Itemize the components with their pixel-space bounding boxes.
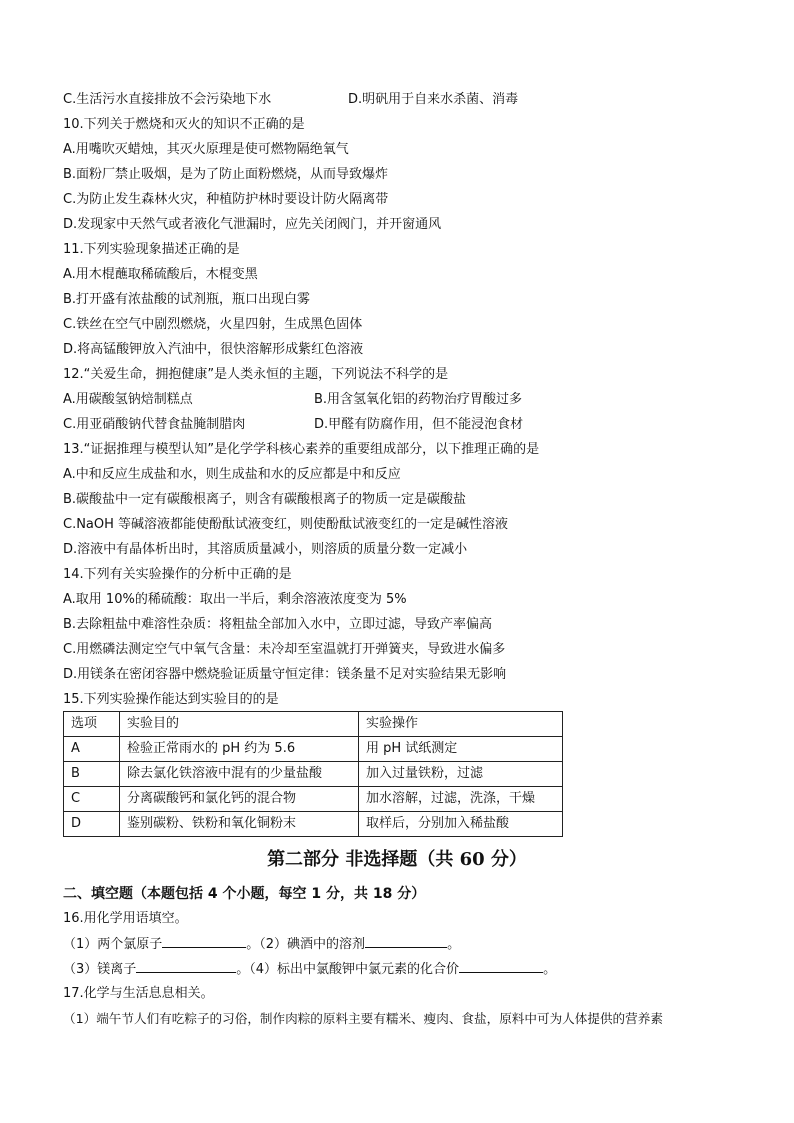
q16-row-2-end: 。 bbox=[543, 962, 557, 977]
answer-blank[interactable] bbox=[365, 933, 447, 948]
q11-stem: 11.下列实验现象描述正确的是 bbox=[63, 242, 240, 257]
table-cell: B bbox=[64, 762, 120, 787]
q13-option-a: A.中和反应生成盐和水，则生成盐和水的反应都是中和反应 bbox=[63, 467, 401, 482]
table-cell: 加入过量铁粉，过滤 bbox=[359, 762, 563, 787]
q14-stem: 14.下列有关实验操作的分析中正确的是 bbox=[63, 567, 292, 582]
table-row bbox=[64, 762, 563, 787]
q12-options-row-2 bbox=[63, 414, 524, 436]
q14-option-d: D.用镁条在密闭容器中燃烧验证质量守恒定律：镁条量不足对实验结果无影响 bbox=[63, 667, 507, 682]
q12-options-row-1 bbox=[63, 389, 523, 411]
table-cell: 鉴别碳粉、铁粉和氧化铜粉末 bbox=[120, 812, 359, 837]
q13-option-c: C.NaOH 等碱溶液都能使酚酞试液变红，则使酚酞试液变红的一定是碱性溶液 bbox=[63, 517, 509, 532]
table-header-cell: 实验操作 bbox=[359, 712, 563, 737]
q11-option-a: A.用木棍蘸取稀硫酸后，木棍变黑 bbox=[63, 267, 258, 282]
answer-blank[interactable] bbox=[136, 958, 236, 973]
q13-option-d: D.溶液中有晶体析出时，其溶质质量减小，则溶质的质量分数一定减小 bbox=[63, 542, 468, 557]
table-row bbox=[64, 787, 563, 812]
table-row bbox=[64, 812, 563, 837]
q17-part-1: （1）端午节人们有吃粽子的习俗，制作肉粽的原料主要有糯米、瘦肉、食盐，原料中可为人体提供的营养素 bbox=[63, 1011, 663, 1026]
q12-option-a: A.用碳酸氢钠焙制糕点 bbox=[63, 392, 193, 407]
q14-option-c: C.用燃磷法测定空气中氧气含量：未冷却至室温就打开弹簧夹，导致进水偏多 bbox=[63, 642, 506, 657]
q15-table bbox=[63, 711, 563, 837]
q16-part-3-label: （3）镁离子 bbox=[63, 962, 137, 977]
table-cell: 加水溶解，过滤，洗涤，干燥 bbox=[359, 787, 563, 812]
q14-option-b: B.去除粗盐中难溶性杂质：将粗盐全部加入水中，立即过滤，导致产率偏高 bbox=[63, 617, 493, 632]
section-two-heading: 二、填空题（本题包括 4 个小题，每空 1 分，共 18 分） bbox=[63, 886, 426, 902]
part-two-title: 第二部分 非选择题（共 60 分） bbox=[267, 849, 527, 870]
table-cell: 检验正常雨水的 pH 约为 5.6 bbox=[120, 737, 359, 762]
q12-option-d: D.甲醛有防腐作用，但不能浸泡食材 bbox=[314, 417, 524, 432]
table-cell: 分离碳酸钙和氯化钙的混合物 bbox=[120, 787, 359, 812]
q9-options-row bbox=[63, 89, 519, 111]
q12-option-b: B.用含氢氧化铝的药物治疗胃酸过多 bbox=[314, 392, 523, 407]
q9-option-c: C.生活污水直接排放不会污染地下水 bbox=[63, 92, 272, 107]
q16-part-4-label: 。（4）标出中氯酸钾中氯元素的化合价 bbox=[236, 962, 460, 977]
q11-option-d: D.将高锰酸钾放入汽油中，很快溶解形成紫红色溶液 bbox=[63, 342, 364, 357]
table-header-cell: 选项 bbox=[64, 712, 120, 737]
q13-stem: 13.“证据推理与模型认知”是化学学科核心素养的重要组成部分，以下推理正确的是 bbox=[63, 442, 540, 457]
q10-option-b: B.面粉厂禁止吸烟，是为了防止面粉燃烧，从而导致爆炸 bbox=[63, 167, 389, 182]
q15-stem: 15.下列实验操作能达到实验目的的是 bbox=[63, 692, 279, 707]
answer-blank[interactable] bbox=[459, 958, 543, 973]
q12-option-c: C.用亚硝酸钠代替食盐腌制腊肉 bbox=[63, 417, 246, 432]
q16-row-2 bbox=[63, 958, 556, 980]
q17-stem: 17.化学与生活息息相关。 bbox=[63, 986, 214, 1001]
q12-stem: 12.“关爱生命，拥抱健康”是人类永恒的主题，下列说法不科学的是 bbox=[63, 367, 449, 382]
table-header-cell: 实验目的 bbox=[120, 712, 359, 737]
q11-option-b: B.打开盛有浓盐酸的试剂瓶，瓶口出现白雾 bbox=[63, 292, 311, 307]
q13-option-b: B.碳酸盐中一定有碳酸根离子，则含有碳酸根离子的物质一定是碳酸盐 bbox=[63, 492, 467, 507]
q16-row-1 bbox=[63, 933, 460, 955]
table-header-row bbox=[64, 712, 563, 737]
q10-option-d: D.发现家中天然气或者液化气泄漏时，应先关闭阀门，并开窗通风 bbox=[63, 217, 442, 232]
table-row bbox=[64, 737, 563, 762]
table-cell: A bbox=[64, 737, 120, 762]
q16-part-1-label: （1）两个氯原子 bbox=[63, 937, 163, 952]
q16-stem: 16.用化学用语填空。 bbox=[63, 911, 188, 926]
table-cell: 除去氯化铁溶液中混有的少量盐酸 bbox=[120, 762, 359, 787]
q16-row-1-end: 。 bbox=[447, 937, 461, 952]
q10-option-a: A.用嘴吹灭蜡烛，其灭火原理是使可燃物隔绝氧气 bbox=[63, 142, 349, 157]
q14-option-a: A.取用 10%的稀硫酸：取出一半后，剩余溶液浓度变为 5% bbox=[63, 592, 407, 607]
table-cell: 取样后，分别加入稀盐酸 bbox=[359, 812, 563, 837]
table-cell: D bbox=[64, 812, 120, 837]
q10-option-c: C.为防止发生森林火灾，种植防护林时要设计防火隔离带 bbox=[63, 192, 389, 207]
q16-part-2-label: 。（2）碘酒中的溶剂 bbox=[246, 937, 366, 952]
table-cell: 用 pH 试纸测定 bbox=[359, 737, 563, 762]
table-cell: C bbox=[64, 787, 120, 812]
answer-blank[interactable] bbox=[162, 933, 246, 948]
q10-stem: 10.下列关于燃烧和灭火的知识不正确的是 bbox=[63, 117, 305, 132]
q9-option-d: D.明矾用于自来水杀菌、消毒 bbox=[348, 92, 519, 107]
q11-option-c: C.铁丝在空气中剧烈燃烧，火星四射，生成黑色固体 bbox=[63, 317, 363, 332]
